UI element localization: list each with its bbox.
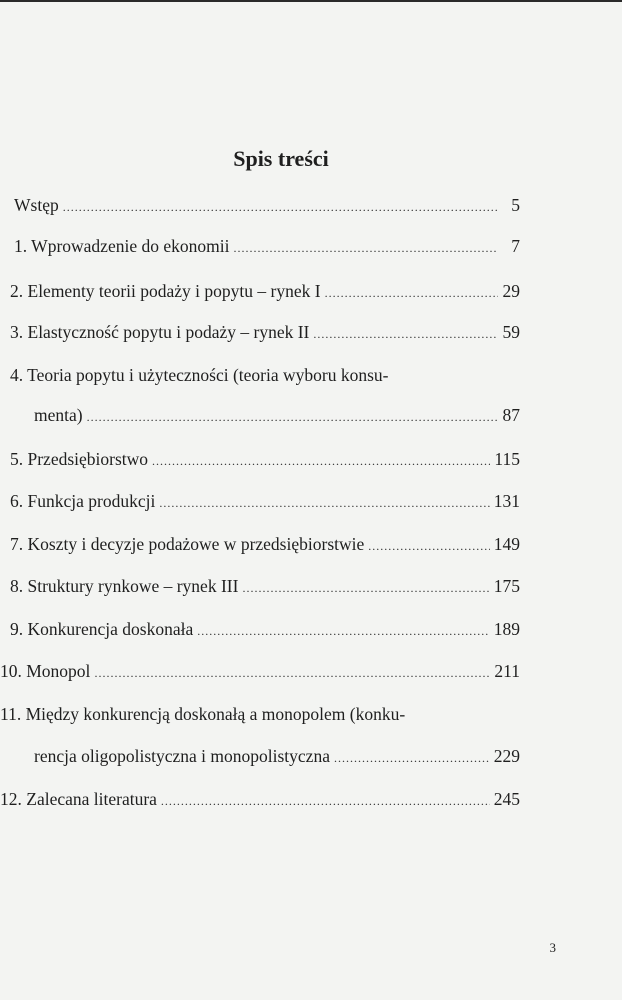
toc-entry-label: 9. Konkurencja doskonała bbox=[10, 619, 194, 639]
toc-entry-page: 131 bbox=[493, 491, 520, 511]
toc-entry[interactable] bbox=[10, 534, 520, 558]
toc-entry[interactable] bbox=[10, 576, 520, 600]
toc-entry-first-line[interactable]: 11. Między konkurencją doskonałą a monopolem (konku- bbox=[0, 704, 406, 724]
toc-entry-label: 10. Monopol bbox=[0, 661, 91, 681]
toc-entry[interactable] bbox=[10, 619, 520, 643]
dot-leader bbox=[159, 496, 489, 511]
toc-entry-label: menta) bbox=[34, 405, 83, 425]
toc-entry[interactable] bbox=[10, 281, 520, 305]
toc-entry[interactable] bbox=[34, 405, 520, 429]
dot-leader bbox=[87, 410, 498, 425]
toc-entry-page: 87 bbox=[502, 405, 520, 425]
toc-entry[interactable] bbox=[10, 491, 520, 515]
toc-entry-label: 6. Funkcja produkcji bbox=[10, 491, 156, 511]
toc-entry-page: 115 bbox=[494, 449, 520, 469]
toc-entry-label: 5. Przedsiębiorstwo bbox=[10, 449, 149, 469]
dot-leader bbox=[334, 751, 490, 766]
toc-entry-label: 7. Koszty i decyzje podażowe w przedsiębiorstwie bbox=[10, 534, 365, 554]
dot-leader bbox=[313, 327, 498, 342]
toc-entry-label: 12. Zalecana literatura bbox=[0, 789, 157, 809]
toc-entry-page: 149 bbox=[493, 534, 520, 554]
dot-leader bbox=[94, 666, 490, 681]
dot-leader bbox=[152, 454, 490, 469]
toc-entry-page: 211 bbox=[494, 661, 520, 681]
page-title: Spis treści bbox=[233, 146, 329, 171]
dot-leader bbox=[161, 794, 490, 809]
toc-entry-label: Wstęp bbox=[14, 195, 59, 215]
toc-entry-page: 245 bbox=[493, 789, 520, 809]
dot-leader bbox=[242, 581, 489, 596]
dot-leader bbox=[233, 241, 498, 256]
dot-leader bbox=[325, 286, 498, 301]
dot-leader bbox=[368, 539, 489, 554]
top-border bbox=[0, 0, 622, 2]
dot-leader bbox=[63, 200, 498, 215]
page-number: 3 bbox=[549, 940, 556, 955]
toc-entry-label: 8. Struktury rynkowe – rynek III bbox=[10, 576, 239, 596]
toc-entry-page: 229 bbox=[493, 746, 520, 766]
toc-entry[interactable] bbox=[14, 236, 520, 260]
toc-entry-label: rencja oligopolistyczna i monopolistyczna bbox=[34, 746, 330, 766]
toc-entry-first-line[interactable]: 4. Teoria popytu i użyteczności (teoria wyboru konsu- bbox=[10, 365, 389, 385]
toc-entry[interactable] bbox=[0, 661, 520, 685]
toc-entry-label: 3. Elastyczność popytu i podaży – rynek II bbox=[10, 322, 310, 342]
toc-entry[interactable] bbox=[10, 449, 520, 473]
toc-entry-page: 189 bbox=[493, 619, 520, 639]
toc-entry-page: 175 bbox=[493, 576, 520, 596]
toc-entry[interactable] bbox=[34, 746, 520, 770]
toc-entry-page: 7 bbox=[511, 236, 520, 256]
toc-entry-page: 5 bbox=[511, 195, 520, 215]
toc-entry[interactable] bbox=[14, 195, 520, 219]
toc-entry-label: 2. Elementy teorii podaży i popytu – rynek I bbox=[10, 281, 321, 301]
toc-entry-label: 1. Wprowadzenie do ekonomii bbox=[14, 236, 230, 256]
toc-entry[interactable] bbox=[10, 322, 520, 346]
dot-leader bbox=[197, 624, 490, 639]
toc-entry-page: 59 bbox=[502, 322, 520, 342]
toc-entry[interactable] bbox=[0, 789, 520, 813]
toc-entry-page: 29 bbox=[502, 281, 520, 301]
